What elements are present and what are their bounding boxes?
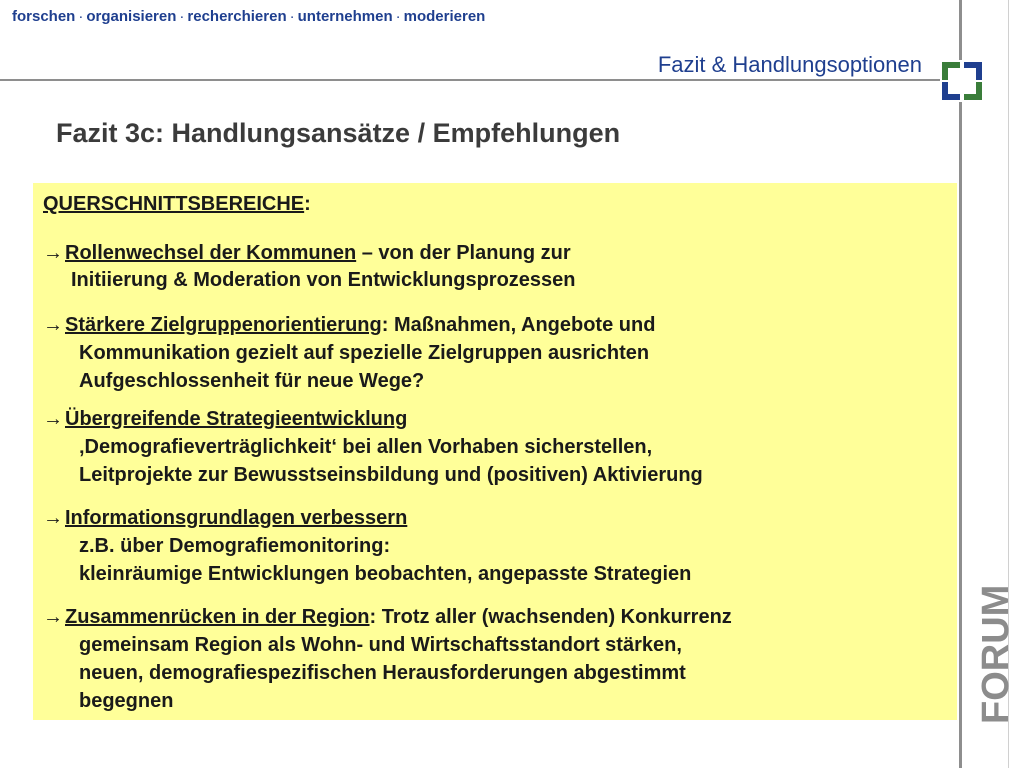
arrow-icon: → (43, 314, 63, 336)
arrow-icon: → (43, 507, 63, 529)
item-text: – von der Planung zur (356, 242, 571, 264)
tagline-separator: · (395, 8, 401, 25)
item-line: z.B. über Demografiemonitoring: (79, 535, 391, 557)
item-line: Aufgeschlossenheit für neue Wege? (79, 370, 425, 392)
list-item (43, 406, 407, 433)
tagline-word: organisieren (86, 8, 177, 25)
tagline-separator: · (78, 8, 84, 25)
item-text: : Maßnahmen, Angebote und (381, 314, 656, 336)
logo-square-icon (940, 60, 984, 102)
section-title: Fazit & Handlungsoptionen (657, 52, 922, 77)
item-label: Stärkere Zielgruppenorientierung (65, 314, 382, 336)
item-line: Leitprojekte zur Bewusstseinsbildung und (positiven) Aktivierung (79, 464, 703, 486)
tagline-word: recherchieren (187, 8, 287, 25)
forum-logo-text: FORUM (975, 584, 1017, 724)
vertical-divider (959, 0, 962, 768)
list-item (43, 312, 655, 339)
item-line: Initiierung & Moderation von Entwicklungsprozessen (71, 269, 576, 291)
panel-heading-text: QUERSCHNITTSBEREICHE (43, 193, 305, 215)
tagline (12, 8, 485, 25)
item-line: Kommunikation gezielt auf spezielle Zielgruppen ausrichten (79, 342, 650, 364)
item-line: gemeinsam Region als Wohn- und Wirtschaftsstandort stärken, (79, 634, 682, 656)
item-line: begegnen (79, 690, 174, 712)
item-label: Informationsgrundlagen verbessern (65, 507, 408, 529)
item-line: kleinräumige Entwicklungen beobachten, angepasste Strategien (79, 563, 692, 585)
arrow-icon: → (43, 242, 63, 264)
slide-title: Fazit 3c: Handlungsansätze / Empfehlungen (56, 118, 621, 148)
list-item (43, 604, 732, 631)
arrow-icon: → (43, 408, 63, 430)
forum-logo (975, 578, 1017, 724)
content-panel (33, 183, 957, 720)
tagline-word: moderieren (403, 8, 486, 25)
arrow-icon: → (43, 606, 63, 628)
tagline-word: unternehmen (297, 8, 393, 25)
item-label: Zusammenrücken in der Region (65, 606, 370, 628)
tagline-word: forschen (12, 8, 76, 25)
list-item (43, 505, 407, 532)
tagline-separator: · (179, 8, 185, 25)
tagline-separator: · (289, 8, 295, 25)
header-divider (0, 79, 960, 81)
item-label: Übergreifende Strategieentwicklung (65, 408, 408, 430)
item-text: : Trotz aller (wachsenden) Konkurrenz (369, 606, 732, 628)
item-line: ‚Demografieverträglichkeit‘ bei allen Vorhaben sicherstellen, (79, 436, 653, 458)
panel-heading (43, 191, 311, 218)
item-label: Rollenwechsel der Kommunen (65, 242, 357, 264)
panel-heading-suffix: : (304, 193, 311, 215)
list-item (43, 240, 571, 267)
item-line: neuen, demografiespezifischen Herausforderungen abgestimmt (79, 662, 686, 684)
